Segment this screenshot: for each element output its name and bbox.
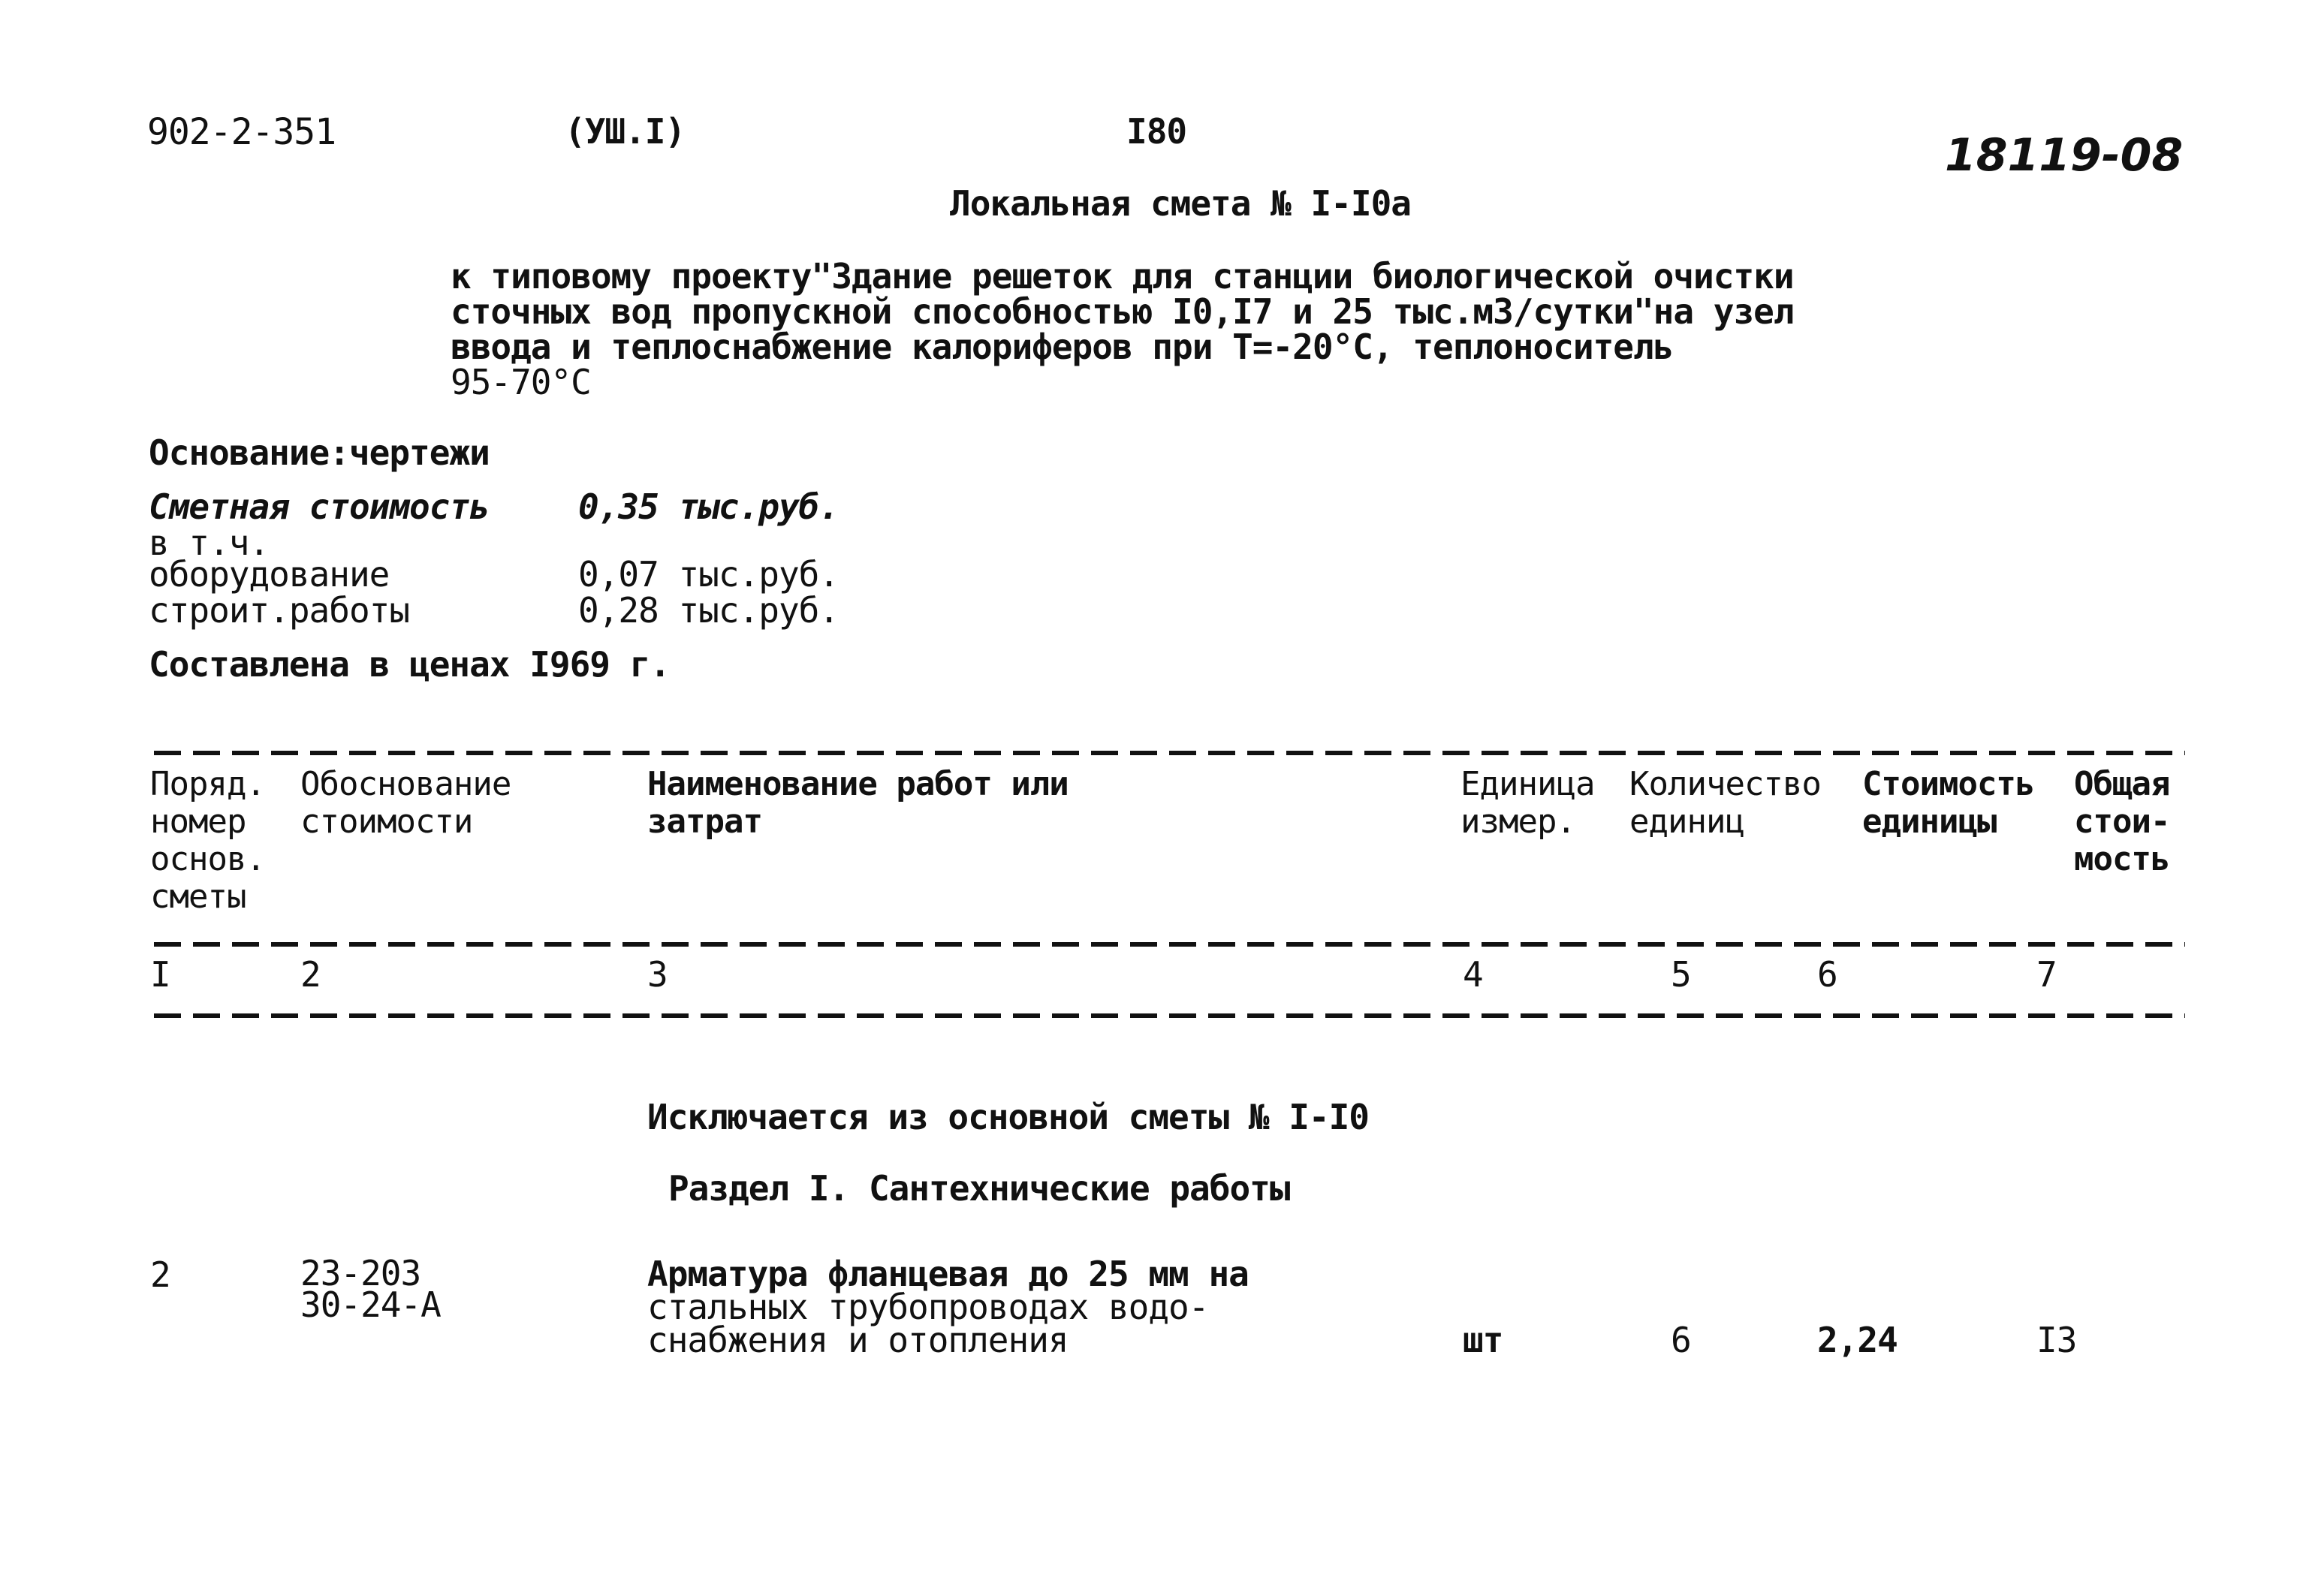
- dashed-rule: [154, 751, 2185, 755]
- column-header-order-number: Поряд. номер основ. сметы: [150, 765, 265, 916]
- column-number: 6: [1817, 954, 1837, 995]
- estimated-cost-label: Сметная стоимость: [149, 486, 490, 527]
- column-header-total-cost: Общая стои- мость: [2074, 765, 2170, 878]
- including-label: в т.ч.: [149, 522, 270, 563]
- cost-basis-line: 30-24-А: [300, 1284, 441, 1325]
- cost-basis-line: 23-203: [300, 1253, 421, 1293]
- subtitle-line: 95-70°C: [451, 362, 591, 402]
- volume-label: (УШ.I): [565, 111, 686, 152]
- document-code: 902-2-351: [147, 111, 336, 153]
- excluded-heading: Исключается из основной сметы № I-I0: [647, 1097, 1369, 1137]
- equipment-label: оборудование: [149, 554, 390, 595]
- column-header-quantity: Количество единиц: [1629, 765, 1821, 841]
- estimated-cost-value: 0,35 тыс.руб.: [578, 486, 840, 527]
- prices-note: Составлена в ценах I969 г.: [149, 644, 671, 685]
- basis-label: Основание:чертежи: [149, 432, 490, 473]
- work-name-line: стальных трубопроводах водо-: [647, 1287, 1209, 1327]
- column-header-unit: Единица измер.: [1460, 765, 1595, 841]
- row-work-name: [647, 1254, 1249, 1360]
- column-number: 4: [1463, 954, 1483, 995]
- construction-value: 0,28 тыс.руб.: [578, 590, 840, 631]
- column-number: I: [150, 954, 170, 995]
- row-number: 2: [150, 1254, 170, 1295]
- dashed-rule: [154, 942, 2185, 947]
- subtitle-line: к типовому проекту"Здание решеток для станции биологической очистки: [451, 256, 1794, 297]
- handwritten-stamp-number: 18119-08: [1945, 129, 2184, 182]
- construction-label: строит.работы: [149, 590, 410, 631]
- row-quantity: 6: [1671, 1320, 1691, 1360]
- dashed-rule: [154, 1013, 2185, 1018]
- row-unit-cost: 2,24: [1817, 1320, 1898, 1360]
- column-number: 7: [2036, 954, 2057, 995]
- column-number: 3: [647, 954, 668, 995]
- work-name-line: Арматура фланцевая до 25 мм на: [647, 1254, 1249, 1294]
- row-cost-basis: [300, 1253, 441, 1325]
- subtitle-line: сточных вод пропускной способностью I0,I7 и 25 тыс.м3/сутки"на узел: [451, 291, 1794, 332]
- column-number: 2: [300, 954, 321, 995]
- column-number: 5: [1671, 954, 1691, 995]
- subtitle-line: ввода и теплоснабжение калориферов при T=-20°C, теплоноситель: [451, 327, 1674, 367]
- work-name-line: снабжения и отопления: [647, 1320, 1069, 1360]
- row-total: I3: [2036, 1320, 2077, 1360]
- document-title: Локальная смета № I-I0a: [950, 183, 1411, 224]
- column-header-work-name: Наименование работ или затрат: [647, 765, 1069, 841]
- section-heading: Раздел I. Сантехнические работы: [668, 1168, 1290, 1209]
- equipment-value: 0,07 тыс.руб.: [578, 554, 840, 595]
- row-unit: шт: [1463, 1320, 1503, 1360]
- document-subtitle: [451, 256, 1794, 402]
- column-header-cost-basis: Обоснование стоимости: [300, 765, 511, 841]
- page-number: I80: [1126, 111, 1187, 152]
- column-header-unit-cost: Стоимость единицы: [1862, 765, 2035, 841]
